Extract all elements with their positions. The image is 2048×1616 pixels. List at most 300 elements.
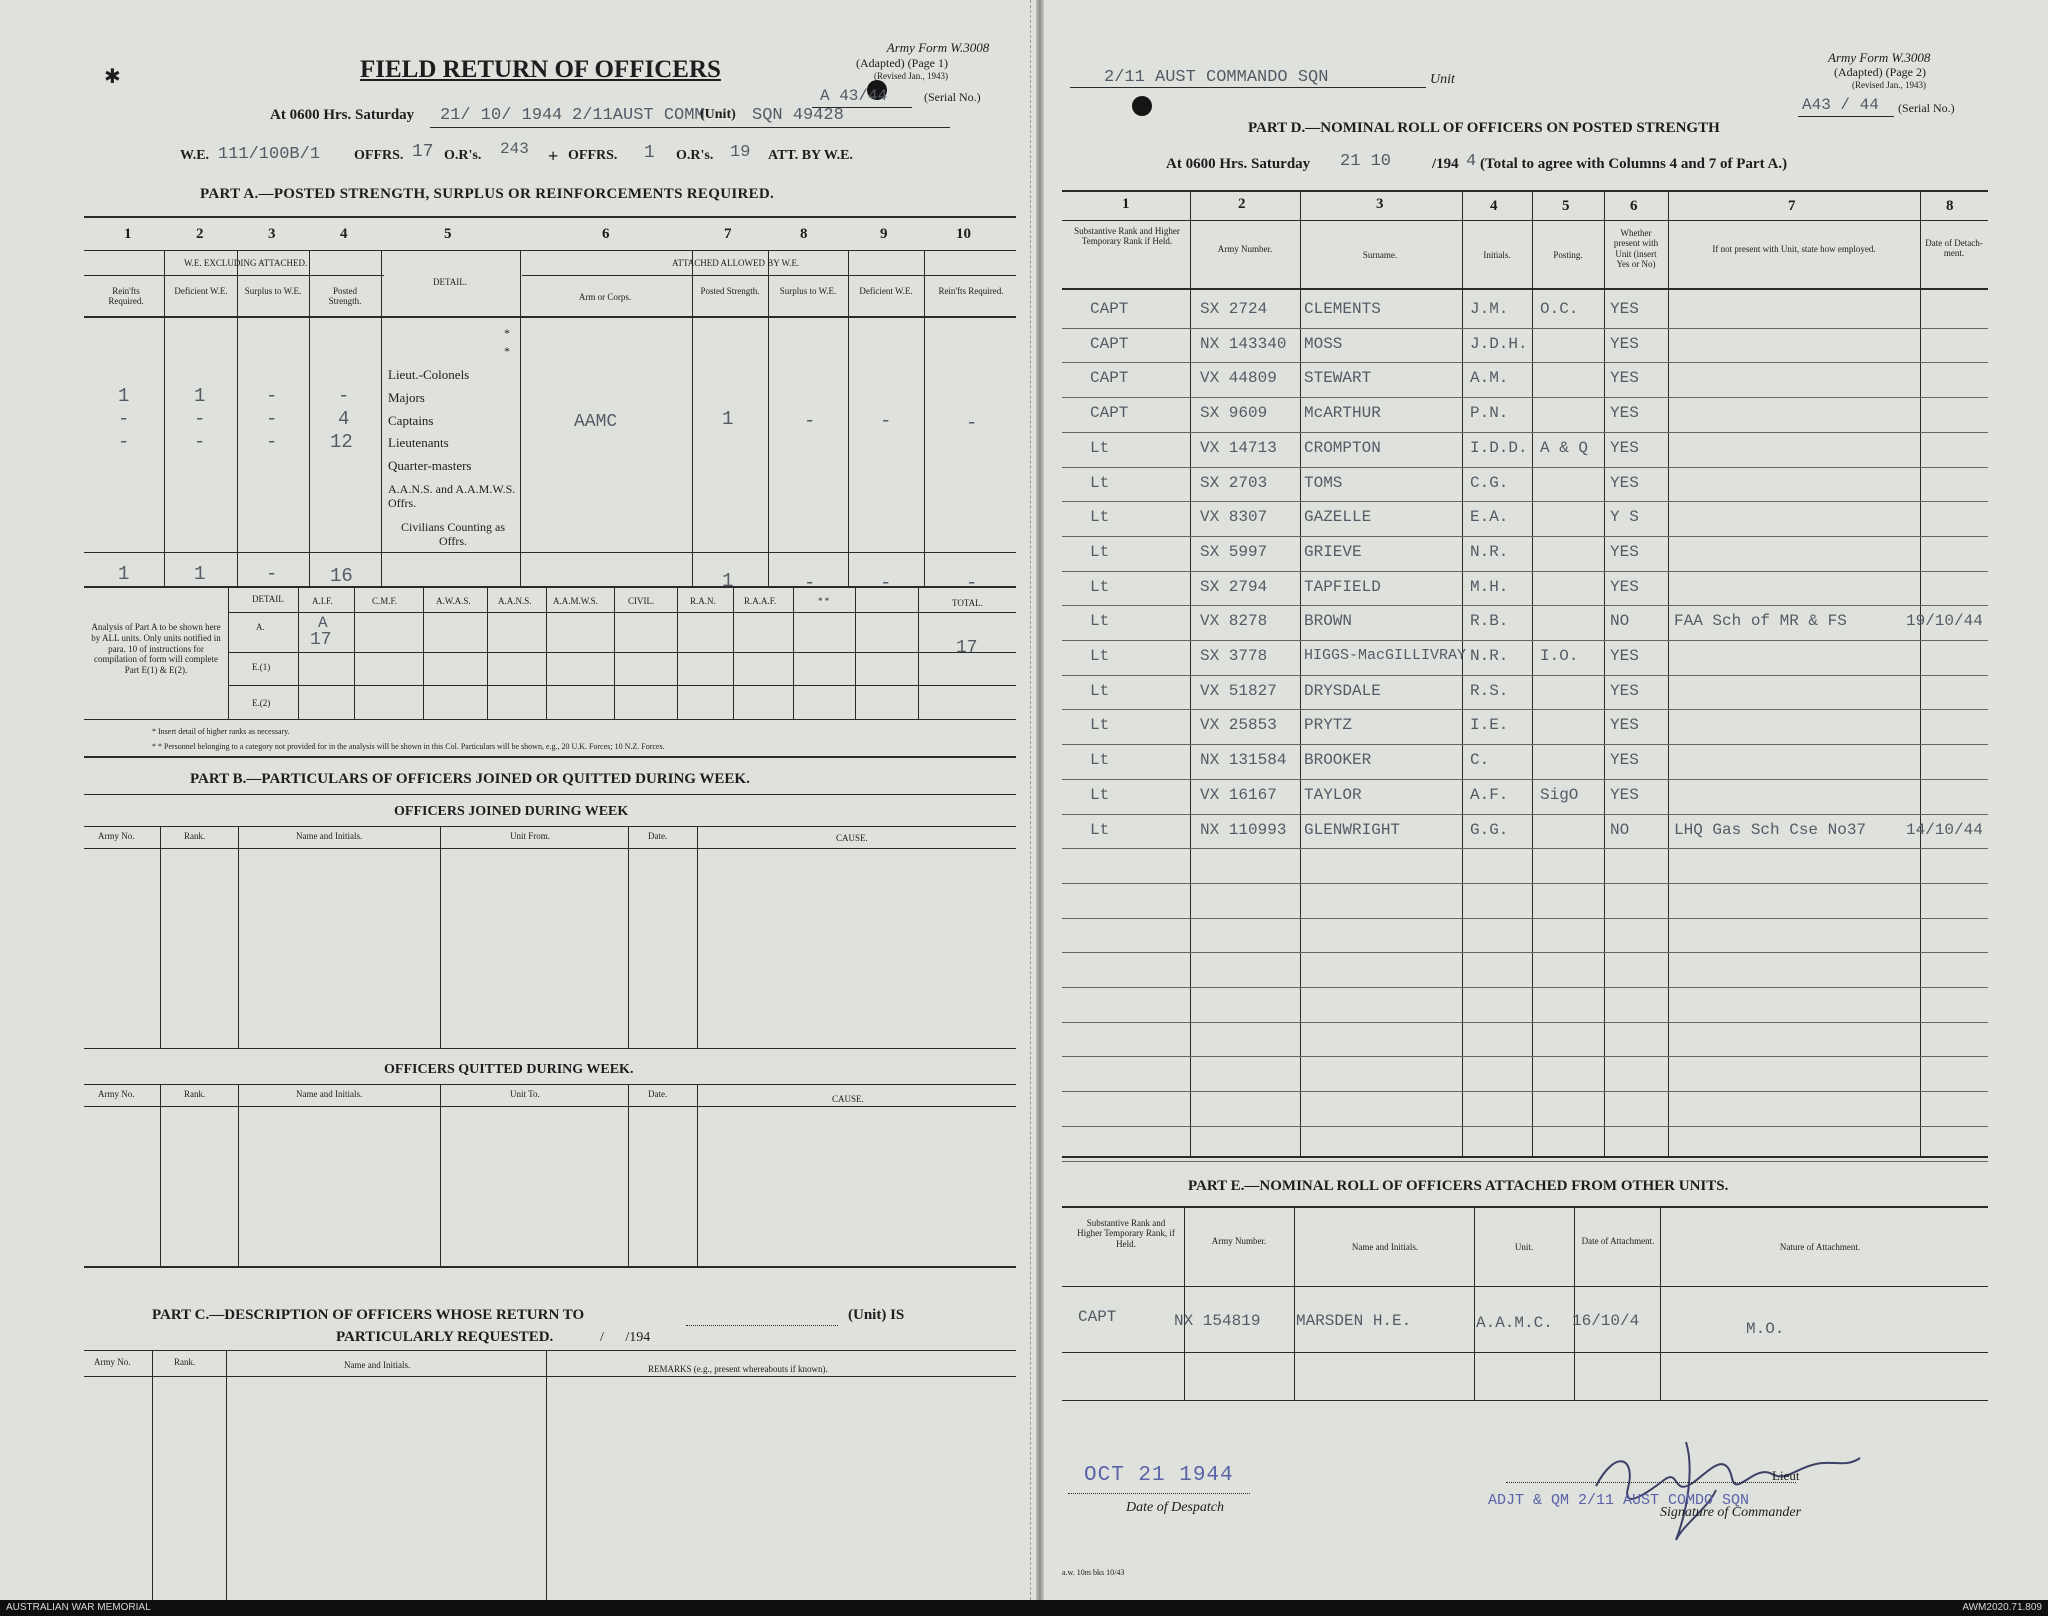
- part-d-row-line: [1062, 918, 1988, 919]
- d-initials-cell: I.D.D.: [1470, 439, 1528, 457]
- d-present-cell: YES: [1610, 300, 1639, 318]
- d-rank-cell: Lt: [1090, 786, 1110, 804]
- d-rank-cell: Lt: [1090, 821, 1110, 839]
- e-head-unit: Unit.: [1514, 1242, 1534, 1252]
- d-present-cell: YES: [1610, 543, 1639, 561]
- d-detach-cell: 14/10/44: [1906, 821, 1983, 839]
- col-head-8: Surplus to W.E.: [779, 286, 837, 296]
- e-head-date: Date of Attachment.: [1581, 1236, 1655, 1246]
- offrs2-value: 1: [644, 143, 655, 163]
- d-armyno-cell: VX 51827: [1200, 682, 1277, 700]
- form-adapted-right: (Adapted) (Page 2): [1834, 65, 1926, 79]
- an-v: [733, 586, 734, 719]
- d-initials-cell: G.G.: [1470, 821, 1509, 839]
- d-head-surname: Surname.: [1362, 250, 1398, 260]
- d-rank-cell: Lt: [1090, 439, 1110, 457]
- an-v: [614, 586, 615, 719]
- ors-label: O.R's.: [444, 148, 482, 163]
- d-surname-cell: McARTHUR: [1304, 404, 1381, 422]
- d-rank-cell: Lt: [1090, 578, 1110, 596]
- joined-v: [160, 826, 161, 1048]
- e-v: [1184, 1206, 1185, 1400]
- total-c8: -: [804, 572, 816, 586]
- d-col-num-7: 7: [1788, 198, 1796, 214]
- an-row-a: A.: [256, 622, 265, 632]
- d-rank-cell: CAPT: [1090, 300, 1129, 318]
- part-d-row-line: [1062, 1022, 1988, 1023]
- cell-c1-r1: 1: [118, 385, 130, 407]
- rank-aans: A.A.N.S. and A.A.M.W.S. Offrs.: [388, 482, 516, 511]
- joined-head-cause: CAUSE.: [836, 833, 868, 843]
- d-col-num-4: 4: [1490, 198, 1498, 214]
- an-aif-value: 17: [310, 630, 332, 650]
- d-col-num-8: 8: [1946, 198, 1954, 214]
- unit-label-right: Unit: [1430, 72, 1455, 87]
- d-surname-cell: CLEMENTS: [1304, 300, 1381, 318]
- col-num-1: 1: [124, 226, 132, 242]
- d-armyno-cell: VX 8278: [1200, 612, 1268, 630]
- e-v: [1574, 1206, 1575, 1400]
- d-armyno-cell: NX 131584: [1200, 751, 1287, 769]
- serial-label-right: (Serial No.): [1898, 101, 1955, 115]
- analysis-line-a: [228, 652, 1016, 653]
- d-rank-cell: Lt: [1090, 543, 1110, 561]
- d-surname-cell: STEWART: [1304, 369, 1372, 387]
- an-head-aamws: A.A.M.W.S.: [553, 596, 598, 606]
- attached-header: ATTACHED ALLOWED BY W.E.: [672, 258, 800, 268]
- d-initials-cell: N.R.: [1470, 543, 1509, 561]
- part-a-bottom: [84, 586, 1016, 588]
- serial-number-right: A43 / 44: [1802, 96, 1879, 114]
- part-d-row-line: [1062, 1126, 1988, 1127]
- footer-right: AWM2020.71.809: [1962, 1602, 2042, 1613]
- e-head-rank: Substantive Rank and Higher Temporary Rank, if Held.: [1077, 1218, 1175, 1249]
- ors2-label: O.R's.: [676, 148, 714, 163]
- part-d-row-line: [1062, 709, 1988, 710]
- part-d-title: PART D.—NOMINAL ROLL OF OFFICERS ON POSTED STRENGTH: [1248, 120, 1720, 136]
- part-a-colnum-line: [84, 250, 1016, 251]
- d-armyno-cell: VX 14713: [1200, 439, 1277, 457]
- offrs2-label: OFFRS.: [568, 148, 618, 163]
- d-present-cell: YES: [1610, 404, 1639, 422]
- d-armyno-cell: NX 110993: [1200, 821, 1287, 839]
- d-initials-cell: N.R.: [1470, 647, 1509, 665]
- total-c4: 16: [330, 565, 353, 585]
- d-rank-cell: Lt: [1090, 508, 1110, 526]
- part-d-row-line: [1062, 1161, 1988, 1162]
- d-surname-cell: GRIEVE: [1304, 543, 1362, 561]
- d-surname-cell: CROMPTON: [1304, 439, 1381, 457]
- part-d-row-line: [1062, 1056, 1988, 1057]
- d-armyno-cell: VX 44809: [1200, 369, 1277, 387]
- d-head-employed: If not present with Unit, state how employed.: [1712, 244, 1876, 254]
- part-c-head-armyno: Army No.: [94, 1357, 131, 1367]
- part-c-head-remarks: REMARKS (e.g., present whereabouts if known).: [648, 1364, 828, 1374]
- cell-c4-r1: -: [338, 385, 350, 407]
- quitted-head-date: Date.: [648, 1089, 668, 1099]
- d-head-rank: Substantive Rank and Higher Temporary Rank if Held.: [1074, 226, 1180, 247]
- fold-line: [1030, 0, 1031, 1600]
- part-a-title: PART A.—POSTED STRENGTH, SURPLUS OR REINFORCEMENTS REQUIRED.: [200, 186, 775, 202]
- an-v: [487, 586, 488, 719]
- d-v: [1462, 190, 1463, 1156]
- joined-head-rank: Rank.: [184, 831, 206, 841]
- col-head-4: Posted Strength.: [328, 286, 362, 307]
- col-num-4: 4: [340, 226, 348, 242]
- d-v: [1532, 190, 1533, 1156]
- part-d-row-line: [1062, 571, 1988, 572]
- d-present-cell: Y S: [1610, 508, 1639, 526]
- arm-c8-value: -: [804, 410, 816, 432]
- part-d-row-line: [1062, 1091, 1988, 1092]
- an-row-e1: E.(1): [252, 662, 271, 672]
- grid-v: [848, 250, 849, 586]
- e-head-name: Name and Initials.: [1351, 1242, 1419, 1252]
- part-c-v: [226, 1350, 227, 1600]
- offrs-label: OFFRS.: [354, 148, 404, 163]
- cell-c3-r3: -: [266, 431, 278, 453]
- d-initials-cell: J.D.H.: [1470, 335, 1528, 353]
- signature: [1576, 1428, 1876, 1548]
- part-d-row-line: [1062, 744, 1988, 745]
- signature-label: Signature of Commander: [1660, 1505, 1802, 1520]
- d-rank-cell: Lt: [1090, 716, 1110, 734]
- d-posting-cell: I.O.: [1540, 647, 1579, 665]
- total-c1: 1: [118, 563, 130, 585]
- quitted-head-name: Name and Initials.: [296, 1089, 363, 1099]
- col-head-3: Surplus to W.E.: [244, 286, 302, 296]
- d-armyno-cell: SX 9609: [1200, 404, 1268, 422]
- part-d-row-line: [1062, 328, 1988, 329]
- col-head-9: Deficient W.E.: [859, 286, 913, 296]
- joined-head-bottom: [84, 848, 1016, 849]
- cell-c2-r1: 1: [194, 385, 206, 407]
- an-head-raaf: R.A.A.F.: [744, 596, 777, 606]
- at-hours-label: At 0600 Hrs. Saturday: [270, 107, 415, 123]
- an-head-ran: R.A.N.: [690, 596, 716, 606]
- lieut-label: Lieut: [1772, 1468, 1800, 1483]
- d-initials-cell: A.M.: [1470, 369, 1509, 387]
- col-num-10: 10: [956, 226, 971, 242]
- part-e-head-bottom: [1062, 1286, 1988, 1287]
- part-b-line: [84, 794, 1016, 795]
- part-c-title: PART C.—DESCRIPTION OF OFFICERS WHOSE RETURN TO: [152, 1307, 585, 1323]
- part-e-bottom: [1062, 1400, 1988, 1401]
- d-rank-cell: CAPT: [1090, 335, 1129, 353]
- part-c-head-rank: Rank.: [174, 1357, 196, 1367]
- d-present-cell: YES: [1610, 786, 1639, 804]
- d-armyno-cell: SX 2794: [1200, 578, 1268, 596]
- joined-head-armyno: Army No.: [98, 831, 135, 841]
- an-total-value: 17: [956, 638, 978, 658]
- star-2: *: [504, 344, 510, 358]
- adjt-stamp: ADJT & QM 2/11 AUST COMDO SQN: [1488, 1492, 1750, 1509]
- d-present-cell: NO: [1610, 821, 1630, 839]
- arm-posted-value: 1: [722, 408, 734, 430]
- d-armyno-cell: SX 3778: [1200, 647, 1268, 665]
- d-rank-cell: CAPT: [1090, 404, 1129, 422]
- d-initials-cell: J.M.: [1470, 300, 1509, 318]
- part-d-row-line: [1062, 814, 1988, 815]
- arm-c10-value: -: [966, 412, 978, 434]
- d-armyno-cell: VX 8307: [1200, 508, 1268, 526]
- d-present-cell: YES: [1610, 439, 1639, 457]
- d-surname-cell: TAPFIELD: [1304, 578, 1381, 596]
- grid-v: [164, 250, 165, 586]
- an-v: [918, 586, 919, 719]
- total-c7: 1: [722, 570, 734, 586]
- d-v: [1920, 190, 1921, 1156]
- rank-quartermasters: Quarter-masters: [388, 458, 472, 473]
- part-d-note: (Total to agree with Columns 4 and 7 of Part A.): [1480, 156, 1788, 172]
- serial-underline-right: [1798, 116, 1894, 117]
- d-posting-cell: SigO: [1540, 786, 1579, 804]
- quitted-title: OFFICERS QUITTED DURING WEEK.: [384, 1062, 634, 1077]
- joined-v: [238, 826, 239, 1048]
- d-initials-cell: M.H.: [1470, 578, 1509, 596]
- part-b-title: PART B.—PARTICULARS OF OFFICERS JOINED OR QUITTED DURING WEEK.: [190, 771, 750, 787]
- an-head-other: * *: [818, 596, 830, 606]
- d-initials-cell: R.B.: [1470, 612, 1509, 630]
- quitted-v: [628, 1084, 629, 1266]
- footnote-2: * * Personnel belonging to a category not provided for in the analysis will be shown in this Col. Particulars will be shown, e.g., 20 U.K. Forces; 10 N.Z. Forces.: [152, 742, 665, 751]
- part-d-year-pre: /194: [1432, 156, 1459, 172]
- unit-typed-value: 2/11 AUST COMMANDO SQN: [1104, 68, 1329, 87]
- year-value: 4: [552, 106, 563, 125]
- col-head-6: Arm or Corps.: [578, 292, 632, 302]
- part-d-row-line: [1062, 362, 1988, 363]
- part-d-row-line: [1062, 432, 1988, 433]
- joined-head-top: [84, 826, 1016, 827]
- quitted-v: [160, 1084, 161, 1266]
- part-c-date: / /194: [600, 1330, 651, 1345]
- archive-footer: [0, 1600, 2048, 1616]
- ink-mark: ✱: [104, 66, 121, 88]
- rank-lieut-colonels: Lieut.-Colonels: [388, 367, 470, 382]
- form-number-right: Army Form W.3008: [1828, 50, 1931, 65]
- col-num-5: 5: [444, 226, 452, 242]
- date-value: 21/ 10/ 194: [440, 106, 553, 125]
- joined-head-date: Date.: [648, 831, 668, 841]
- cell-c4-r2: 4: [338, 408, 350, 430]
- part-a-total-line: [84, 552, 1016, 553]
- part-a-group-line: [84, 275, 384, 276]
- d-armyno-cell: SX 5997: [1200, 543, 1268, 561]
- d-posting-cell: O.C.: [1540, 300, 1579, 318]
- despatch-date-stamp: OCT 21 1944: [1084, 1464, 1234, 1487]
- d-v: [1668, 190, 1669, 1156]
- col-num-6: 6: [602, 226, 610, 242]
- serial-number-value: A 43/44: [820, 87, 888, 105]
- signature-line: [1506, 1482, 1796, 1483]
- d-v: [1190, 190, 1191, 1156]
- quitted-head-top: [84, 1084, 1016, 1085]
- part-d-colnum-line: [1062, 220, 1988, 221]
- part-d-date-value: 21 10: [1340, 152, 1392, 171]
- quitted-bottom: [84, 1266, 1016, 1268]
- d-present-cell: YES: [1610, 578, 1639, 596]
- d-v: [1604, 190, 1605, 1156]
- d-initials-cell: I.E.: [1470, 716, 1509, 734]
- part-d-head-bottom: [1062, 288, 1988, 290]
- page-title: FIELD RETURN OF OFFICERS: [360, 56, 721, 83]
- grid-v: [768, 250, 769, 586]
- d-initials-cell: E.A.: [1470, 508, 1509, 526]
- d-present-cell: YES: [1610, 335, 1639, 353]
- unit-value-cont: SQN 49428: [752, 106, 844, 125]
- d-rank-cell: Lt: [1090, 612, 1110, 630]
- col-head-1: Rein'fts Required.: [108, 286, 144, 307]
- an-v: [423, 586, 424, 719]
- ors-value: 243: [500, 140, 529, 158]
- part-a-head-bottom: [84, 316, 1016, 318]
- part-a-group-line2: [522, 275, 1016, 276]
- d-col-num-5: 5: [1562, 198, 1570, 214]
- d-detach-cell: 19/10/44: [1906, 612, 1983, 630]
- part-d-row-line: [1062, 675, 1988, 676]
- e-head-nature: Nature of Attachment.: [1779, 1242, 1861, 1252]
- cell-c2-r2: -: [194, 408, 206, 430]
- d-v: [1300, 190, 1301, 1156]
- d-col-num-6: 6: [1630, 198, 1638, 214]
- d-head-armyno: Army Number.: [1217, 244, 1273, 254]
- form-revised-right: (Revised Jan., 1943): [1852, 80, 1926, 90]
- d-rank-cell: CAPT: [1090, 369, 1129, 387]
- rank-civilians: Civilians Counting as Offrs.: [400, 520, 505, 549]
- joined-v: [628, 826, 629, 1048]
- d-surname-cell: GAZELLE: [1304, 508, 1372, 526]
- part-d-row-line: [1062, 987, 1988, 988]
- d-rank-cell: Lt: [1090, 682, 1110, 700]
- d-armyno-cell: SX 2703: [1200, 474, 1268, 492]
- part-d-row-line: [1062, 779, 1988, 780]
- d-rank-cell: Lt: [1090, 647, 1110, 665]
- quitted-v: [440, 1084, 441, 1266]
- col-head-7: Posted Strength.: [700, 286, 760, 296]
- punch-hole-right: [1132, 96, 1152, 116]
- total-c9: -: [880, 572, 892, 586]
- part-d-year-value: 4: [1466, 152, 1477, 171]
- d-rank-cell: Lt: [1090, 751, 1110, 769]
- d-rank-cell: Lt: [1090, 474, 1110, 492]
- cell-c3-r2: -: [266, 408, 278, 430]
- we-value: 111/100B/1: [218, 145, 321, 164]
- form-revised: (Revised Jan., 1943): [874, 71, 948, 81]
- arm-c9-value: -: [880, 410, 892, 432]
- part-d-row-line: [1062, 605, 1988, 606]
- joined-v: [440, 826, 441, 1048]
- quitted-head-unit: Unit To.: [510, 1089, 540, 1099]
- quitted-v: [238, 1084, 239, 1266]
- col-num-2: 2: [196, 226, 204, 242]
- an-aif-a: A: [318, 614, 328, 632]
- grid-v: [692, 250, 693, 586]
- joined-head-unit: Unit From.: [510, 831, 551, 841]
- analysis-bottom: [84, 719, 1016, 720]
- d-present-cell: YES: [1610, 369, 1639, 387]
- col-head-5: DETAIL.: [432, 277, 468, 287]
- d-head-initials: Initials.: [1483, 250, 1511, 260]
- part-e-title: PART E.—NOMINAL ROLL OF OFFICERS ATTACHED FROM OTHER UNITS.: [1188, 1178, 1729, 1194]
- e-v: [1660, 1206, 1661, 1400]
- footer-left: AUSTRALIAN WAR MEMORIAL: [6, 1602, 151, 1613]
- grid-v: [924, 250, 925, 586]
- offrs-value: 17: [412, 142, 434, 162]
- part-d-row-line: [1062, 397, 1988, 398]
- d-initials-cell: A.F.: [1470, 786, 1509, 804]
- d-armyno-cell: VX 25853: [1200, 716, 1277, 734]
- d-surname-cell: TOMS: [1304, 474, 1343, 492]
- part-e-row-bottom: [1062, 1352, 1988, 1353]
- form-number: Army Form W.3008: [886, 40, 990, 55]
- e-head-armyno: Army Number.: [1211, 1236, 1267, 1246]
- e-unit-value: A.A.M.C.: [1476, 1314, 1553, 1332]
- an-v: [855, 586, 856, 719]
- part-c-head-top: [84, 1350, 1016, 1351]
- an-v: [546, 586, 547, 719]
- col-num-9: 9: [880, 226, 888, 242]
- an-v: [298, 586, 299, 719]
- d-present-cell: NO: [1610, 612, 1630, 630]
- we-label: W.E.: [180, 148, 210, 163]
- part-e-top: [1062, 1206, 1988, 1208]
- col-num-3: 3: [268, 226, 276, 242]
- d-present-cell: YES: [1610, 716, 1639, 734]
- cell-c4-r3: 12: [330, 431, 353, 453]
- form-adapted: (Adapted) (Page 1): [856, 56, 948, 70]
- e-date-value: 16/10/4: [1572, 1312, 1640, 1330]
- an-head-civil: CIVIL.: [628, 596, 655, 606]
- total-c10: -: [966, 572, 978, 586]
- cell-c3-r1: -: [266, 385, 278, 407]
- part-a-top: [84, 216, 1016, 218]
- d-surname-cell: PRYTZ: [1304, 716, 1353, 734]
- part-a-foot-line: [84, 756, 1016, 758]
- analysis-note: Analysis of Part A to be shown here by ALL units. Only units notified in para. 10 of instructions for compilation of form will complete Part E(1) & E(2).: [91, 622, 221, 676]
- total-c3: -: [266, 563, 278, 585]
- cell-c2-r3: -: [194, 431, 206, 453]
- d-initials-cell: C.: [1470, 751, 1490, 769]
- d-initials-cell: P.N.: [1470, 404, 1509, 422]
- e-armyno-value: NX 154819: [1174, 1312, 1261, 1330]
- part-d-row-line: [1062, 640, 1988, 641]
- att-label: ATT. BY W.E.: [768, 148, 853, 163]
- d-present-cell: YES: [1610, 682, 1639, 700]
- joined-v: [697, 826, 698, 1048]
- we-excl-header: W.E. EXCLUDING ATTACHED.: [184, 258, 308, 268]
- part-c-v: [546, 1350, 547, 1600]
- d-surname-cell: BROOKER: [1304, 751, 1372, 769]
- part-d-row-line: [1062, 467, 1988, 468]
- total-c2: 1: [194, 563, 206, 585]
- d-surname-cell: DRYSDALE: [1304, 682, 1381, 700]
- d-initials-cell: C.G.: [1470, 474, 1509, 492]
- rank-lieutenants: Lieutenants: [388, 435, 449, 450]
- cell-c1-r2: -: [118, 408, 130, 430]
- e-v: [1474, 1206, 1475, 1400]
- fold-shadow: [1036, 0, 1044, 1600]
- joined-title: OFFICERS JOINED DURING WEEK: [394, 804, 629, 819]
- d-initials-cell: R.S.: [1470, 682, 1509, 700]
- joined-head-name: Name and Initials.: [296, 831, 363, 841]
- d-head-present: Whether present with Unit (insert Yes or No): [1613, 228, 1659, 270]
- part-d-row-line: [1062, 501, 1988, 502]
- d-surname-cell: MOSS: [1304, 335, 1343, 353]
- part-c-head-name: Name and Initials.: [344, 1360, 411, 1370]
- star-1: *: [504, 326, 510, 340]
- despatch-line: [1068, 1493, 1250, 1494]
- arm-corps-value: AAMC: [574, 412, 618, 432]
